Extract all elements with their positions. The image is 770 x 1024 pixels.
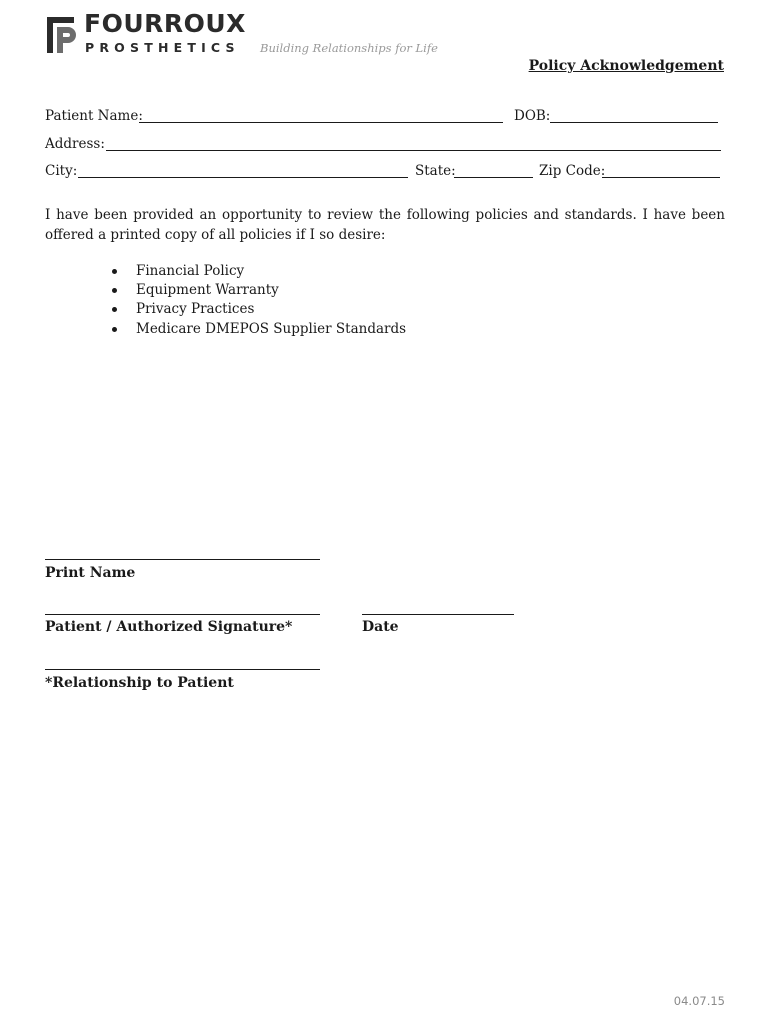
signature-line[interactable] [45, 614, 320, 615]
address-label: Address: [45, 136, 105, 152]
bullet-icon [112, 307, 117, 312]
date-label: Date [362, 619, 399, 635]
bullet-icon [112, 269, 117, 274]
bullet-icon [112, 327, 117, 332]
patient-name-label: Patient Name: [45, 108, 143, 124]
print-name-label: Print Name [45, 565, 136, 581]
zip-code-label: Zip Code: [539, 163, 606, 179]
intro-paragraph: I have been provided an opportunity to review the following policies and standards. I have been offered a printed copy of all policies if I so desire: [45, 207, 725, 243]
address-field[interactable] [106, 150, 721, 151]
list-item: Equipment Warranty [108, 281, 406, 300]
list-item: Medicare DMEPOS Supplier Standards [108, 320, 406, 339]
print-name-line[interactable] [45, 559, 320, 560]
fp-logo-mark-icon [44, 14, 78, 56]
brand-name: FOURROUX [84, 9, 246, 38]
zip-code-field[interactable] [602, 177, 720, 178]
brand-subtitle: PROSTHETICS [85, 40, 240, 55]
company-logo [44, 9, 438, 56]
revision-code: 04.07.15 [673, 994, 725, 1008]
city-label: City: [45, 163, 78, 179]
patient-name-row [45, 107, 722, 125]
patient-name-field[interactable] [139, 122, 503, 123]
dob-field[interactable] [550, 122, 718, 123]
city-field[interactable] [78, 177, 408, 178]
brand-tagline: Building Relationships for Life [260, 41, 438, 55]
signature-label: Patient / Authorized Signature* [45, 619, 293, 635]
date-line[interactable] [362, 614, 514, 615]
city-state-zip-row [45, 162, 722, 180]
address-row [45, 135, 722, 153]
list-item: Privacy Practices [108, 300, 406, 319]
relationship-line[interactable] [45, 669, 320, 670]
state-field[interactable] [454, 177, 533, 178]
list-item: Financial Policy [108, 262, 406, 281]
state-label: State: [415, 163, 456, 179]
document-title: Policy Acknowledgement [528, 58, 724, 74]
dob-label: DOB: [514, 108, 551, 124]
bullet-icon [112, 288, 117, 293]
relationship-label: *Relationship to Patient [45, 675, 234, 691]
policy-list [108, 262, 406, 339]
